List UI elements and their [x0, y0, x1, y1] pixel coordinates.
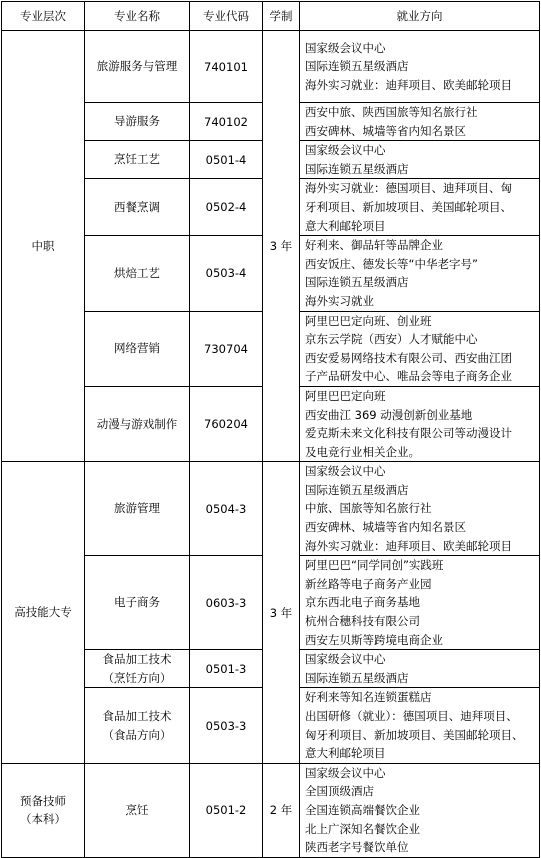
- cell-line: 国际连锁五星级酒店: [305, 59, 409, 74]
- major-name-cell: [85, 103, 190, 141]
- cell-line: 烘焙工艺: [114, 266, 160, 281]
- cell-line: 京东云学院（西安）人才赋能中心: [305, 332, 478, 347]
- employment-direction-cell: [300, 650, 540, 688]
- major-name-cell: [85, 386, 190, 461]
- cell-line: 陕西老字号餐饮单位: [305, 840, 409, 855]
- table-body: [2, 31, 540, 858]
- level-cell: [2, 31, 85, 462]
- major-name-cell: [85, 141, 190, 179]
- major-name-cell: [85, 688, 190, 763]
- cell-line: 网络营销: [114, 341, 160, 356]
- cell-line: 西安爱易网络技术有限公司、西安曲江团: [305, 350, 512, 365]
- major-name-cell: [85, 462, 190, 556]
- cell-line: 西安碑林、城墙等省内知名景区: [305, 520, 466, 535]
- major-code-cell: 0503-4: [190, 236, 263, 311]
- cell-line: 国家级会议中心: [305, 765, 386, 780]
- employment-direction-cell: [300, 386, 540, 461]
- major-code-cell: 0504-3: [190, 462, 263, 556]
- cell-line: 电子商务: [114, 595, 160, 610]
- level-cell: [2, 763, 85, 857]
- level-cell: [2, 462, 85, 764]
- major-code-cell: 0501-2: [190, 763, 263, 857]
- cell-line: 海外实习就业：迪拜项目、欧美邮轮项目: [305, 77, 512, 92]
- cell-line: （本科）: [20, 812, 66, 827]
- cell-line: 全国顶级酒店: [305, 784, 374, 799]
- cell-line: 西餐烹调: [114, 199, 160, 214]
- cell-line: 国际连锁五星级酒店: [305, 161, 409, 176]
- employment-direction-cell: [300, 688, 540, 763]
- cell-line: 动漫与游戏制作: [96, 416, 178, 431]
- major-name-cell: [85, 763, 190, 857]
- header-row: [2, 2, 540, 31]
- cell-line: 国际连锁五星级酒店: [305, 275, 409, 290]
- majors-table: [1, 1, 540, 858]
- cell-line: 西安碑林、城墙等省内知名景区: [305, 123, 466, 138]
- major-code-cell: 740101: [190, 31, 263, 103]
- employment-direction-cell: [300, 311, 540, 386]
- employment-direction-cell: [300, 462, 540, 556]
- cell-line: 西安饭庄、德发长等“中华老字号”: [305, 256, 478, 271]
- major-code-cell: 0501-4: [190, 141, 263, 179]
- cell-line: 旅游管理: [114, 501, 160, 516]
- cell-line: 北上广深知名餐饮企业: [305, 821, 420, 836]
- cell-line: 国际连锁五星级酒店: [305, 670, 409, 685]
- cell-line: 旅游服务与管理: [96, 59, 178, 74]
- cell-line: 西安左贝斯等跨境电商企业: [305, 632, 443, 647]
- cell-line: 出国研修（就业）：德国项目、迪拜项目、: [305, 709, 518, 724]
- table-row: [2, 31, 540, 103]
- major-code-cell: 0503-3: [190, 688, 263, 763]
- cell-line: 海外实习就业: [305, 293, 374, 308]
- major-name-cell: [85, 311, 190, 386]
- major-code-cell: 730704: [190, 311, 263, 386]
- table-row: [2, 462, 540, 556]
- cell-line: 西安中旅、陕西国旅等知名旅行社: [305, 105, 478, 119]
- major-code-cell: 0501-3: [190, 650, 263, 688]
- major-name-cell: [85, 179, 190, 236]
- cell-line: 好利来等知名连锁蛋糕店: [305, 690, 432, 705]
- employment-direction-cell: [300, 31, 540, 103]
- cell-line: 及电竞行业相关企业。: [305, 444, 420, 459]
- duration-cell: 3 年: [263, 31, 300, 462]
- cell-line: 中职: [31, 238, 55, 253]
- duration-cell: 2 年: [263, 763, 300, 857]
- cell-line: 西安曲江 369 动漫创新创业基地: [305, 407, 473, 422]
- employment-direction-cell: [300, 236, 540, 311]
- cell-line: 导游服务: [114, 114, 160, 129]
- cell-line: 新丝路等电子商务产业园: [305, 576, 432, 591]
- cell-line: 国家级会议中心: [305, 464, 386, 479]
- cell-line: 高技能大专: [14, 605, 72, 620]
- cell-line: （食品方向）: [102, 727, 172, 742]
- cell-line: 食品加工技术: [102, 709, 172, 724]
- cell-line: 烹饪工艺: [114, 152, 160, 167]
- cell-line: 海外实习就业：德国项目、迪拜项目、匈: [305, 181, 512, 196]
- header-level: 专业层次: [2, 2, 85, 31]
- employment-direction-cell: [300, 103, 540, 141]
- cell-line: （烹饪方向）: [102, 670, 172, 685]
- cell-line: 国家级会议中心: [305, 652, 386, 667]
- cell-line: 阿里巴巴定向班、创业班: [305, 313, 432, 328]
- cell-line: 预备技师: [20, 793, 66, 808]
- major-code-cell: 760204: [190, 386, 263, 461]
- cell-line: 烹饪: [125, 803, 149, 818]
- cell-line: 阿里巴巴定向班: [305, 388, 386, 403]
- cell-line: 好利来、御品轩等品牌企业: [305, 238, 443, 253]
- cell-line: 国家级会议中心: [305, 40, 386, 55]
- major-name-cell: [85, 556, 190, 650]
- header-direction: 就业方向: [300, 2, 540, 31]
- cell-line: 子产品研发中心、唯品会等电子商务企业: [305, 369, 512, 384]
- cell-line: 意大利邮轮项目: [305, 746, 386, 761]
- table-row: [2, 763, 540, 857]
- major-name-cell: [85, 236, 190, 311]
- major-code-cell: 0603-3: [190, 556, 263, 650]
- employment-direction-cell: [300, 141, 540, 179]
- major-name-cell: [85, 31, 190, 103]
- cell-line: 京东西北电子商务基地: [305, 595, 420, 610]
- major-code-cell: 0502-4: [190, 179, 263, 236]
- header-duration: 学制: [263, 2, 300, 31]
- employment-direction-cell: [300, 556, 540, 650]
- cell-line: 牙利项目、新加坡项目、美国邮轮项目、: [305, 199, 512, 214]
- cell-line: 爱克斯未来文化科技有限公司等动漫设计: [305, 426, 512, 441]
- cell-line: 意大利邮轮项目: [305, 218, 386, 233]
- cell-line: 全国连锁高端餐饮企业: [305, 803, 420, 818]
- major-name-cell: [85, 650, 190, 688]
- cell-line: 阿里巴巴“同学同创”实践班: [305, 558, 444, 573]
- employment-direction-cell: [300, 763, 540, 857]
- cell-line: 国家级会议中心: [305, 143, 386, 158]
- cell-line: 国际连锁五星级酒店: [305, 482, 409, 497]
- cell-line: 食品加工技术: [102, 652, 172, 667]
- header-code: 专业代码: [190, 2, 263, 31]
- header-name: 专业名称: [85, 2, 190, 31]
- cell-line: 中旅、国旅等知名旅行社: [305, 501, 432, 516]
- duration-cell: 3 年: [263, 462, 300, 764]
- cell-line: 杭州合穗科技有限公司: [305, 614, 420, 629]
- cell-line: 海外实习就业：迪拜项目、欧美邮轮项目: [305, 538, 512, 553]
- employment-direction-cell: [300, 179, 540, 236]
- major-code-cell: 740102: [190, 103, 263, 141]
- cell-line: 匈牙利项目、新加坡项目、美国邮轮项目、: [305, 727, 524, 742]
